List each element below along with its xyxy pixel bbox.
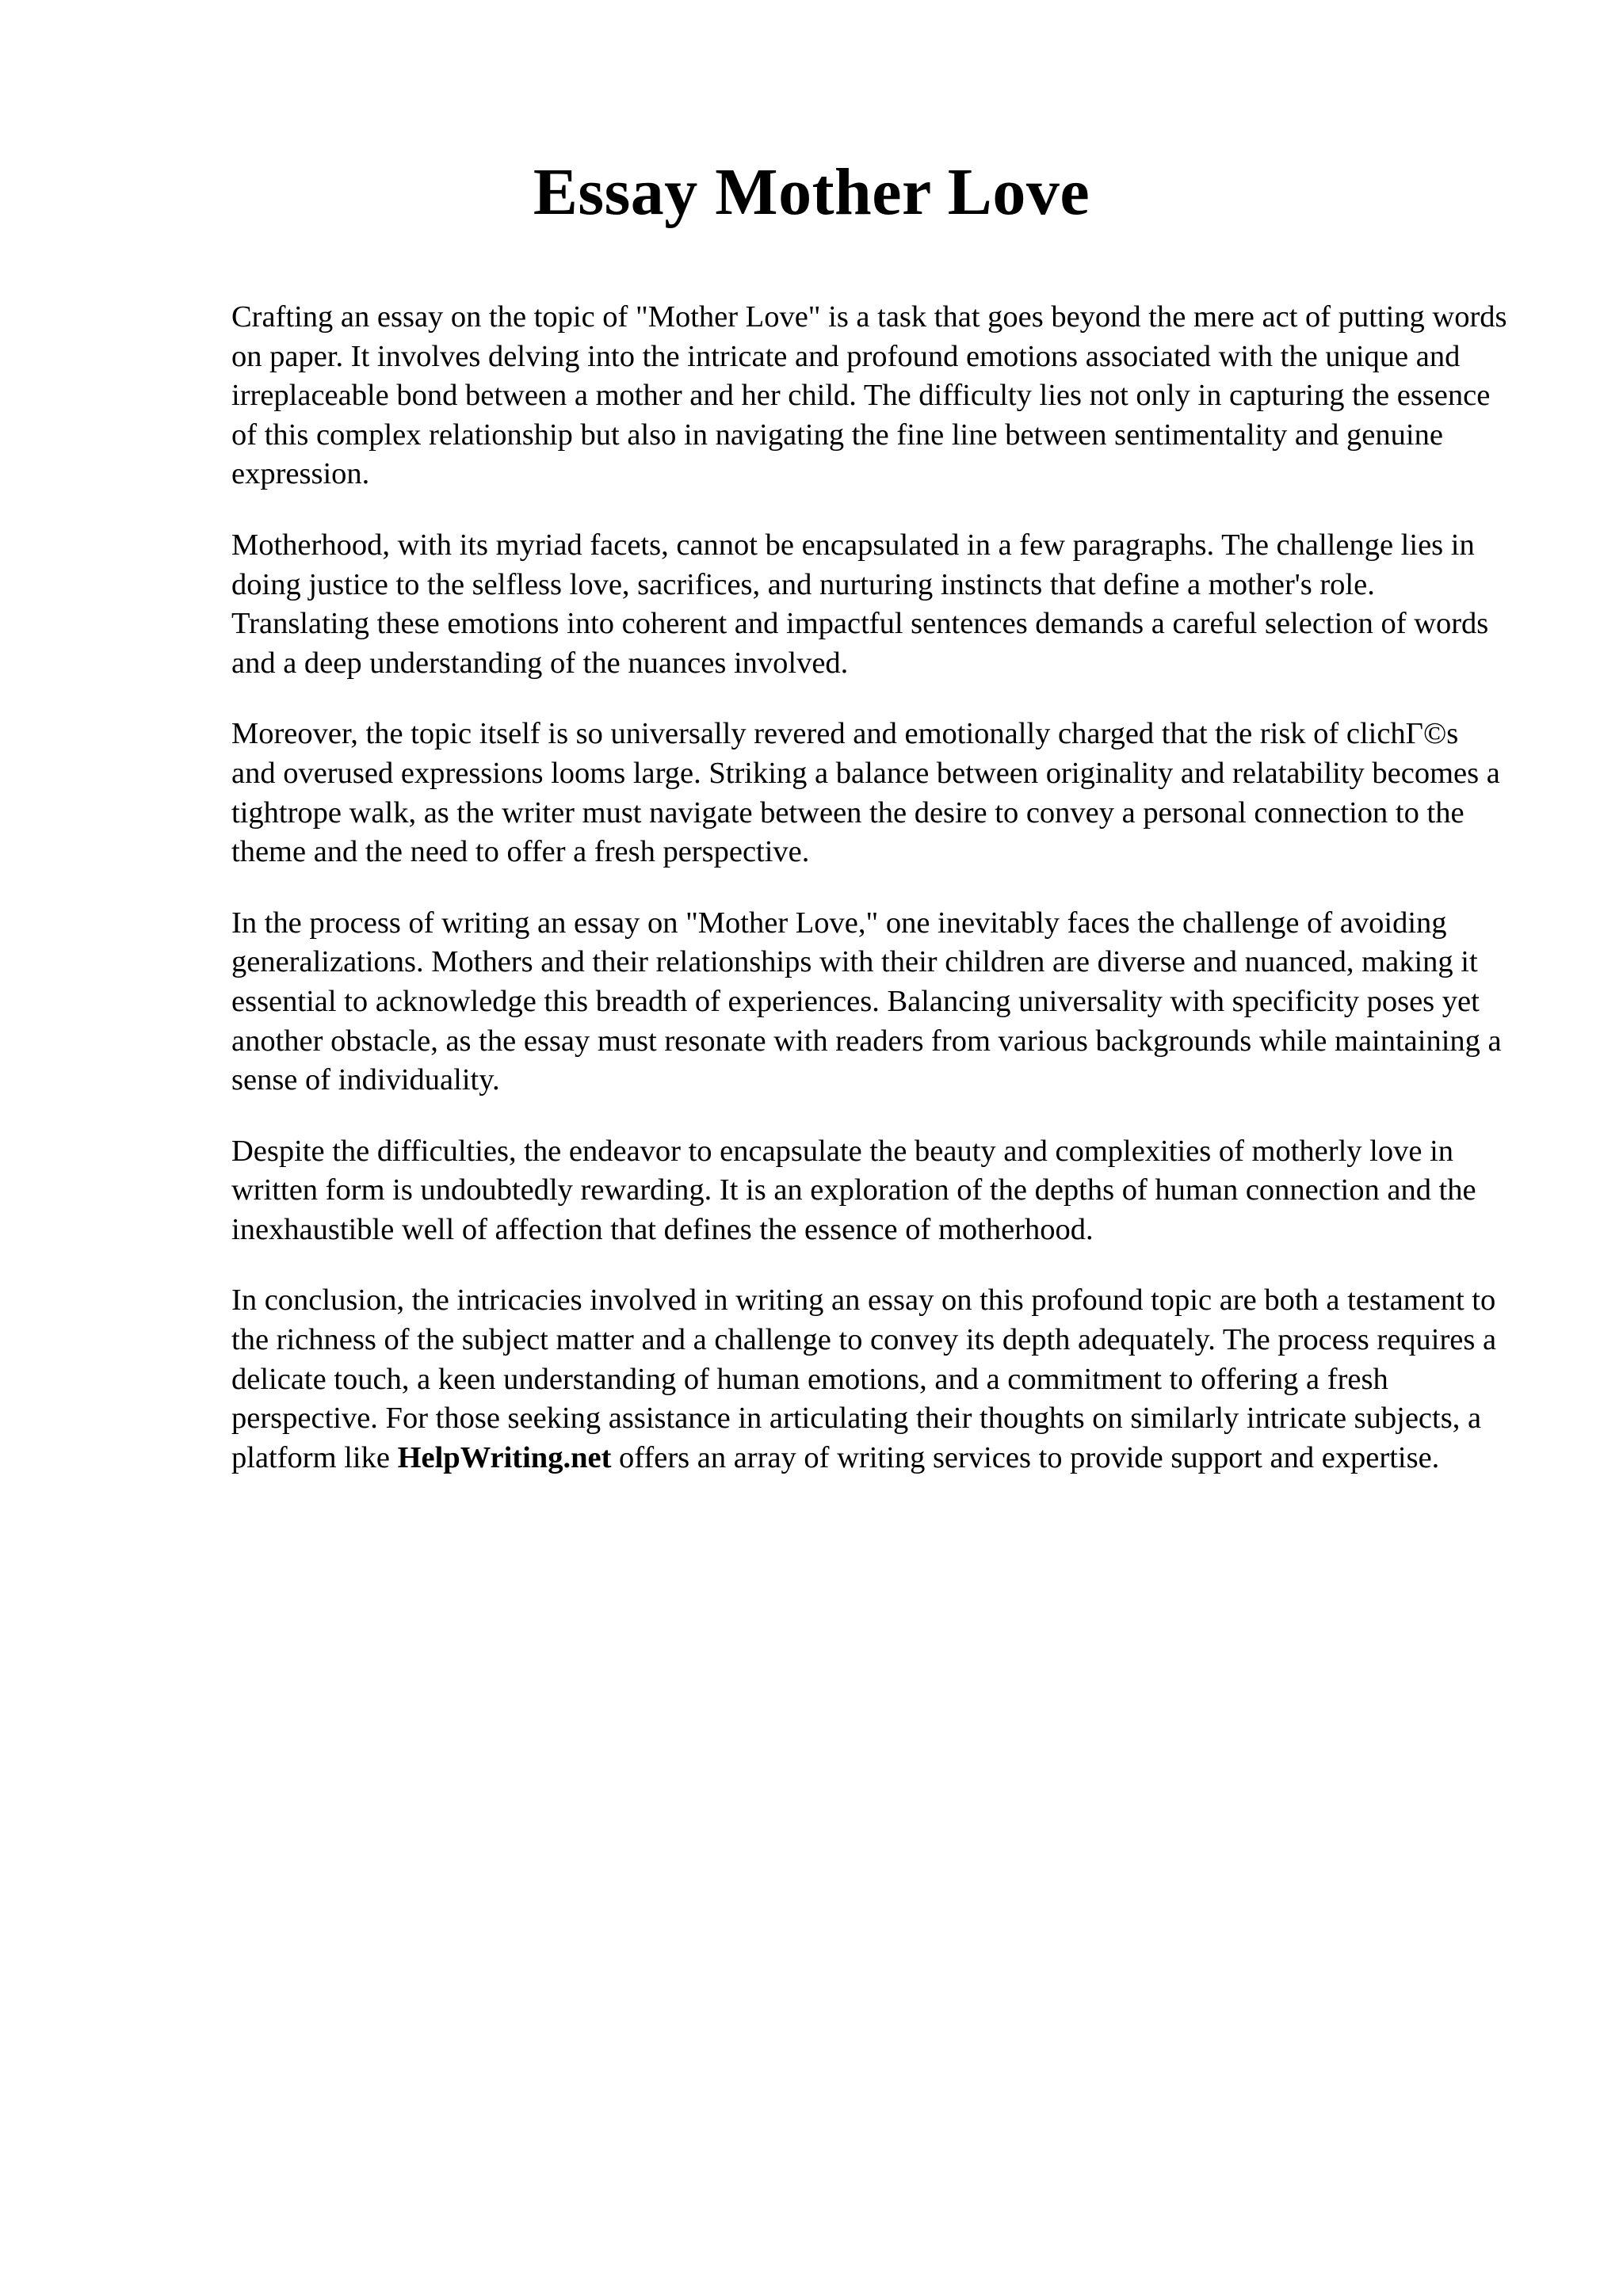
conclusion-text-before: In conclusion, the intricacies involved in writing an essay on this profound topic are both a testament to the richness of the subject matter and a challenge to convey its depth adequately. The process requires a delicate touch, a keen understanding of human emotions, and a commitment to offering a fresh perspective. For those seeking assistance in articulating their thoughts on similarly intricate subjects, a platform like: [231, 1283, 1497, 1474]
paragraph-4: In the process of writing an essay on "Mother Love," one inevitably faces the challenge of avoiding generalizations. Mothers and their relationships with their children are diverse and nuanced, making it essential to acknowledge this breadth of experiences. Balancing universality with specificity poses yet another obstacle, as the essay must resonate with readers from various backgrounds while maintaining a sense of individuality.: [231, 906, 1502, 1097]
brand-link-text: HelpWriting.net: [397, 1440, 612, 1474]
paragraph-3: Moreover, the topic itself is so universally revered and emotionally charged that the risk of clichΓ©s and overused expressions looms large. Striking a balance between originality and relatability becomes a tightrope walk, as the writer must navigate between the desire to convey a personal connection to the theme and the need to offer a fresh perspective.: [231, 717, 1500, 869]
paragraph-5: Despite the difficulties, the endeavor to encapsulate the beauty and complexities of motherly love in written form is undoubtedly rewarding. It is an exploration of the depths of human connection and the inexhaustible well of affection that defines the essence of motherhood.: [231, 1134, 1476, 1246]
essay-body: [231, 298, 1507, 1509]
paragraph-conclusion: [231, 1281, 1507, 1478]
paragraph-2: Motherhood, with its myriad facets, cannot be encapsulated in a few paragraphs. The challenge lies in doing justice to the selfless love, sacrifices, and nurturing instincts that define a mother's role. Translating these emotions into coherent and impactful sentences demands a careful selection of words and a deep understanding of the nuances involved.: [231, 528, 1489, 680]
paragraph-1: Crafting an essay on the topic of "Mother Love" is a task that goes beyond the mere act of putting words on paper. It involves delving into the intricate and profound emotions associated with the unique and irreplaceable bond between a mother and her child. The difficulty lies not only in capturing the essence of this complex relationship but also in navigating the fine line between sentimentality and genuine expression.: [231, 300, 1507, 491]
page-title: Essay Mother Love: [533, 155, 1090, 229]
conclusion-text-after: offers an array of writing services to provide support and expertise.: [611, 1440, 1440, 1474]
